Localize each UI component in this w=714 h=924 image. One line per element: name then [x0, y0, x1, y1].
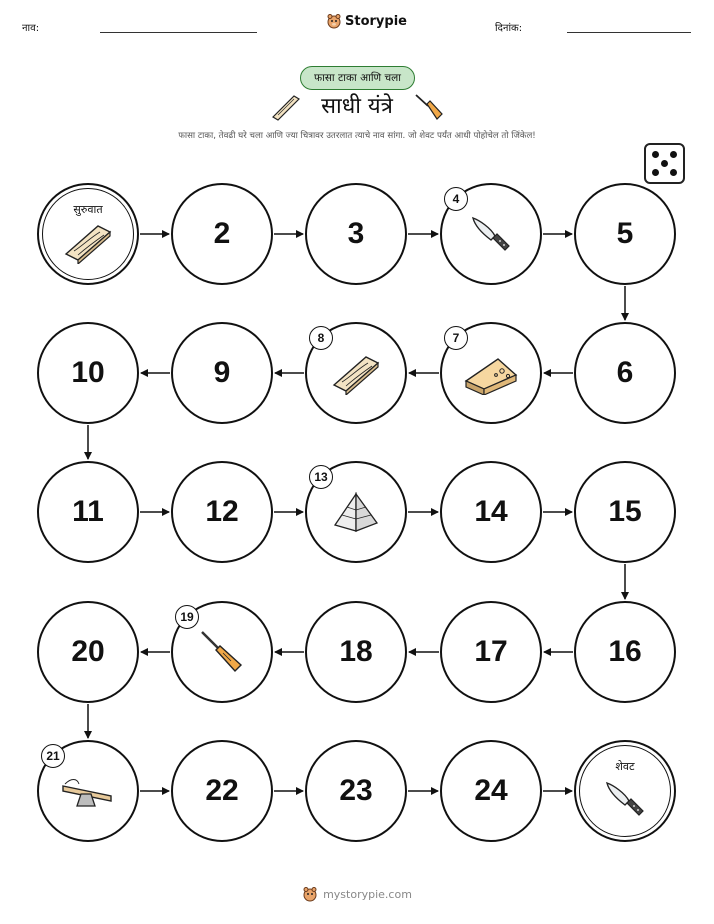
board-space-10[interactable] [37, 322, 139, 424]
board-space-20[interactable] [37, 601, 139, 703]
subtitle-pill: फासा टाका आणि चला [300, 66, 415, 90]
board-space-15[interactable] [574, 461, 676, 563]
space-number-badge: 21 [41, 744, 65, 768]
space-number: 22 [205, 774, 239, 807]
brand-name: Storypie [345, 13, 407, 29]
board-space-13[interactable] [305, 461, 407, 563]
space-number: 10 [71, 356, 105, 389]
space-number: 3 [347, 217, 365, 250]
date-label: दिनांक: [495, 23, 523, 34]
finish-label: शेवट [615, 760, 635, 773]
page-title: साधी यंत्रे [321, 94, 393, 119]
space-number: 6 [616, 356, 634, 389]
board-space-16[interactable] [574, 601, 676, 703]
space-number-badge: 7 [444, 326, 468, 350]
board-space-4[interactable] [440, 183, 542, 285]
pyramid-icon [331, 491, 381, 533]
board-space-8[interactable] [305, 322, 407, 424]
board-space-7[interactable] [440, 322, 542, 424]
board-space-12[interactable] [171, 461, 273, 563]
board-space-18[interactable] [305, 601, 407, 703]
board-space-9[interactable] [171, 322, 273, 424]
wooden-plank-icon [330, 351, 382, 395]
board-space-6[interactable] [574, 322, 676, 424]
board-space-17[interactable] [440, 601, 542, 703]
start-space[interactable] [37, 183, 139, 285]
knife-icon [603, 777, 647, 821]
board-space-19[interactable] [171, 601, 273, 703]
space-number: 23 [339, 774, 373, 807]
board-space-11[interactable] [37, 461, 139, 563]
space-number: 24 [474, 774, 508, 807]
storypie-mascot-icon [302, 886, 318, 902]
wedge-icon [462, 351, 520, 395]
screwdriver-icon [197, 627, 247, 677]
space-number: 9 [213, 356, 231, 389]
instructions-text: फासा टाका, तेवढी घरे चला आणि ज्या चित्रावर उतरलात त्याचे नाव सांगा. जो शेवट पर्यंत आधी पोहोचेल तो जिंकेल! [178, 131, 536, 141]
space-number: 18 [339, 635, 373, 668]
space-number: 15 [608, 495, 642, 528]
space-number-badge: 19 [175, 605, 199, 629]
board-space-14[interactable] [440, 461, 542, 563]
board-space-22[interactable] [171, 740, 273, 842]
space-number: 12 [205, 495, 239, 528]
space-number: 16 [608, 635, 642, 668]
wooden-plank-icon [62, 220, 114, 264]
space-number-badge: 4 [444, 187, 468, 211]
start-label: सुरुवात [73, 203, 103, 216]
name-label: नाव: [22, 23, 40, 34]
footer-url[interactable]: mystorypie.com [323, 887, 412, 901]
knife-icon [469, 212, 513, 256]
board-space-5[interactable] [574, 183, 676, 285]
board-space-21[interactable] [37, 740, 139, 842]
space-number: 20 [71, 635, 105, 668]
space-number-badge: 8 [309, 326, 333, 350]
finish-space[interactable] [574, 740, 676, 842]
space-number-badge: 13 [309, 465, 333, 489]
space-number: 17 [474, 635, 508, 668]
board-space-24[interactable] [440, 740, 542, 842]
space-number: 14 [474, 495, 508, 528]
footer [0, 886, 714, 902]
space-number: 2 [213, 217, 231, 250]
board-space-3[interactable] [305, 183, 407, 285]
space-number: 5 [616, 217, 634, 250]
seesaw-lever-icon [59, 772, 117, 810]
space-number: 11 [72, 495, 104, 528]
board-space-2[interactable] [171, 183, 273, 285]
board-space-23[interactable] [305, 740, 407, 842]
